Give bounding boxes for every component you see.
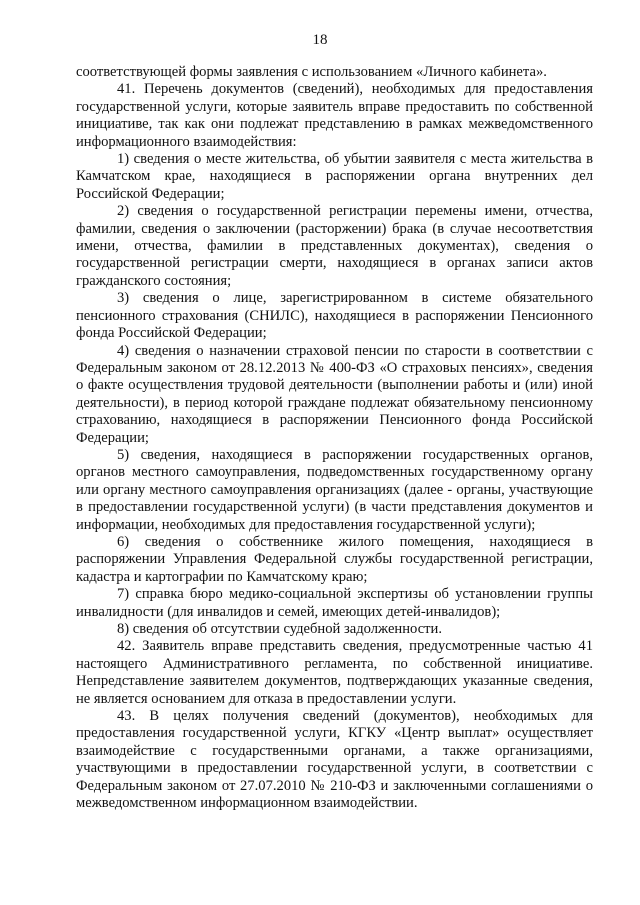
paragraph-clause-42: 42. Заявитель вправе представить сведения, предусмотренные частью 41 настоящего Административного регламента, по собственной инициативе. Непредставление заявителем документов, подтверждающих указанные сведения, не является основанием для отказа в предоставлении услуги. — [76, 638, 593, 707]
paragraph-item-8: 8) сведения об отсутствии судебной задолженности. — [117, 621, 443, 637]
paragraph-item-7: 7) справка бюро медико-социальной экспертизы об установлении группы инвалидности (для инвалидов и семей, имеющих детей-инвалидов); — [76, 586, 593, 620]
document-body — [76, 64, 593, 812]
page-number: 18 — [312, 32, 328, 48]
paragraph-item-5: 5) сведения, находящиеся в распоряжении государственных органов, органов местного самоуправления, подведомственных государственному органу или органу местного самоуправления организациях (далее - органы, участвующие в предоставлении государственной услуги) (в части представления документов и информации, необходимых для предоставления государственной услуги); — [76, 446, 593, 533]
paragraph-item-2: 2) сведения о государственной регистрации перемены имени, отчества, фамилии, сведения о заключении (расторжении) брака (в случае несоответствия имени, отчества, фамилии в представленных документах), сведения о государственной регистрации смерти, находящиеся в органах записи актов гражданского состояния; — [76, 203, 593, 289]
paragraph-continuation: соответствующей формы заявления с использованием «Личного кабинета». — [76, 64, 547, 80]
paragraph-item-6: 6) сведения о собственнике жилого помещения, находящиеся в распоряжении Управления Федеральной службы государственной регистрации, кадастра и картографии по Камчатскому краю; — [76, 533, 593, 585]
paragraph-item-4: 4) сведения о назначении страховой пенсии по старости в соответствии с Федеральным законом от 28.12.2013 № 400-ФЗ «О страховых пенсиях», сведения о факте осуществления трудовой деятельности (выполнении работы и (или) иной деятельности), в период которой граждане подлежат обязательному пенсионному страхованию, находящиеся в распоряжении Пенсионного фонда Российской Федерации; — [76, 342, 593, 446]
paragraph-item-1: 1) сведения о месте жительства, об убытии заявителя с места жительства в Камчатском крае, находящиеся в распоряжении органа внутренних дел Российской Федерации; — [76, 151, 593, 202]
paragraph-clause-41: 41. Перечень документов (сведений), необходимых для предоставления государственной услуги, которые заявитель вправе предоставить по собственной инициативе, так как они подлежат представлению в рамках межведомственного информационного взаимодействия: — [76, 81, 593, 150]
paragraph-clause-43: 43. В целях получения сведений (документов), необходимых для предоставления государственной услуги, КГКУ «Центр выплат» осуществляет взаимодействие с государственными органами, а также организациями, участвующими в предоставлении государственной услуги, в соответствии с Федеральным законом от 27.07.2010 № 210-ФЗ и заключенными соглашениями о межведомственном информационном взаимодействии. — [76, 708, 593, 812]
paragraph-item-3: 3) сведения о лице, зарегистрированном в системе обязательного пенсионного страхования (СНИЛС), находящиеся в распоряжении Пенсионного фонда Российской Федерации; — [76, 290, 593, 342]
